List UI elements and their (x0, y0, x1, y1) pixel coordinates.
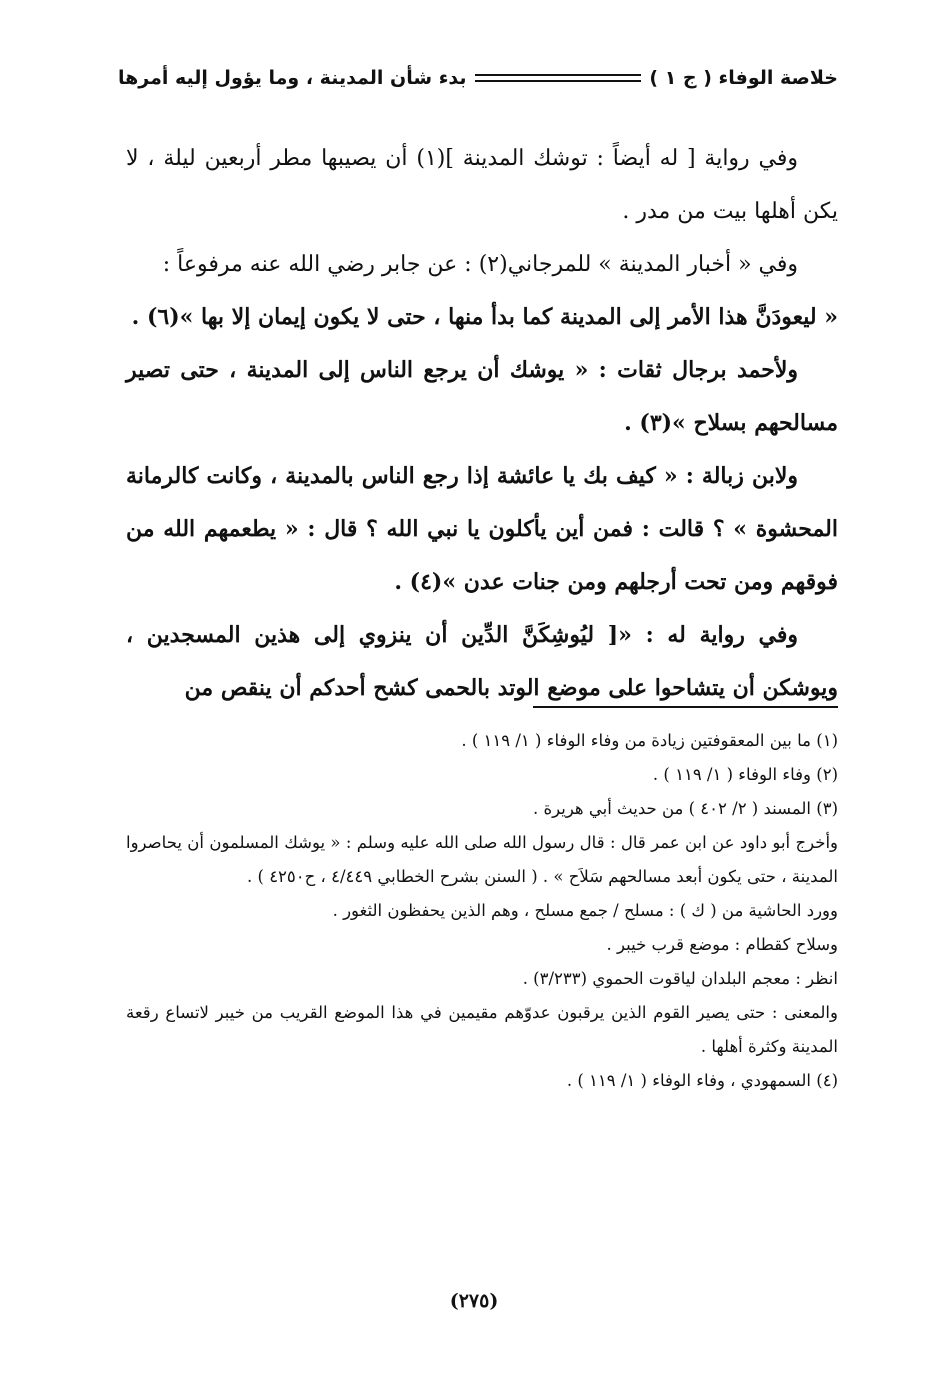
header-rule (475, 74, 642, 82)
footnote-3-margin-note: وورد الحاشية من ( ك ) : مسلح / جمع مسلح ، وهم الذين يحفظون الثغور . (332, 901, 838, 920)
footnote-3-meaning: والمعنى : حتى يصير القوم الذين يرقبون عدوّهم مقيمين في هذا الموضع القريب من خيبر لاتساع رقعة المدينة وكثرة أهلها . (126, 1003, 838, 1056)
footnote-3-place-note: وسلاح كقطام : موضع قرب خيبر . (606, 935, 838, 954)
footnote-3-reference: انظر : معجم البلدان لياقوت الحموي (٣/٢٣٣) . (522, 969, 838, 988)
footnotes (126, 724, 838, 1098)
paragraph-4: ولابن زبالة : « كيف بك يا عائشة إذا رجع الناس بالمدينة ، وكانت كالرمانة المحشوة » ؟ قالت : فمن أين يأكلون يا نبي الله ؟ قال : « يطعمهم الله من فوقهم ومن تحت أرجلهم ومن جنات عدن »(٤) . (126, 463, 838, 595)
footnote-4: (٤) السمهودي ، وفاء الوفاء ( ١/ ١١٩ ) . (566, 1071, 838, 1090)
running-header (118, 58, 838, 98)
paragraph-2-hadith: « ليعودَنَّ هذا الأمر إلى المدينة كما بدأ منها ، حتى لا يكون إيمان إلا بها »(٦) . (131, 304, 838, 330)
footnote-3-abu-dawud: وأخرج أبو داود عن ابن عمر قال : قال رسول الله صلى الله عليه وسلم : « يوشك المسلمون أن يحاصروا المدينة ، حتى يكون أبعد مسالحهم سَلاَح » . ( السنن بشرح الخطابي ٤/٤٤٩ ، ح٤٢٥٠ ) . (126, 833, 838, 886)
footnote-3: (٣) المسند ( ٢/ ٤٠٢ ) من حديث أبي هريرة . (533, 799, 838, 818)
paragraph-3: ولأحمد برجال ثقات : « يوشك أن يرجع الناس إلى المدينة ، حتى تصير مسالحهم بسلاح »(٣) . (126, 357, 838, 436)
header-book-title: خلاصة الوفاء ( ج ١ ) (649, 67, 838, 89)
paragraph-2-intro: وفي « أخبار المدينة » للمرجاني(٢) : عن جابر رضي الله عنه مرفوعاً : (162, 252, 798, 277)
footnote-2: (٢) وفاء الوفاء ( ١/ ١١٩ ) . (652, 765, 838, 784)
footnote-separator (533, 706, 838, 708)
paragraph-5: وفي رواية له : «[ ليُوشِكَنَّ الدِّين أن ينزوي إلى هذين المسجدين ، ويوشكن أن يتشاحوا على موضع الوتد بالحمى كشح أحدكم أن ينقص من (126, 622, 838, 701)
footnote-1: (١) ما بين المعقوفتين زيادة من وفاء الوفاء ( ١/ ١١٩ ) . (461, 731, 838, 750)
paragraph-1: وفي رواية [ له أيضاً : توشك المدينة ](١) أن يصيبها مطر أربعين ليلة ، لا يكن أهلها بيت من مدر . (126, 146, 838, 224)
main-text (126, 132, 838, 715)
header-chapter-title: بدء شأن المدينة ، وما يؤول إليه أمرها (118, 67, 467, 89)
page-number: (٢٧٥) (449, 1290, 499, 1312)
